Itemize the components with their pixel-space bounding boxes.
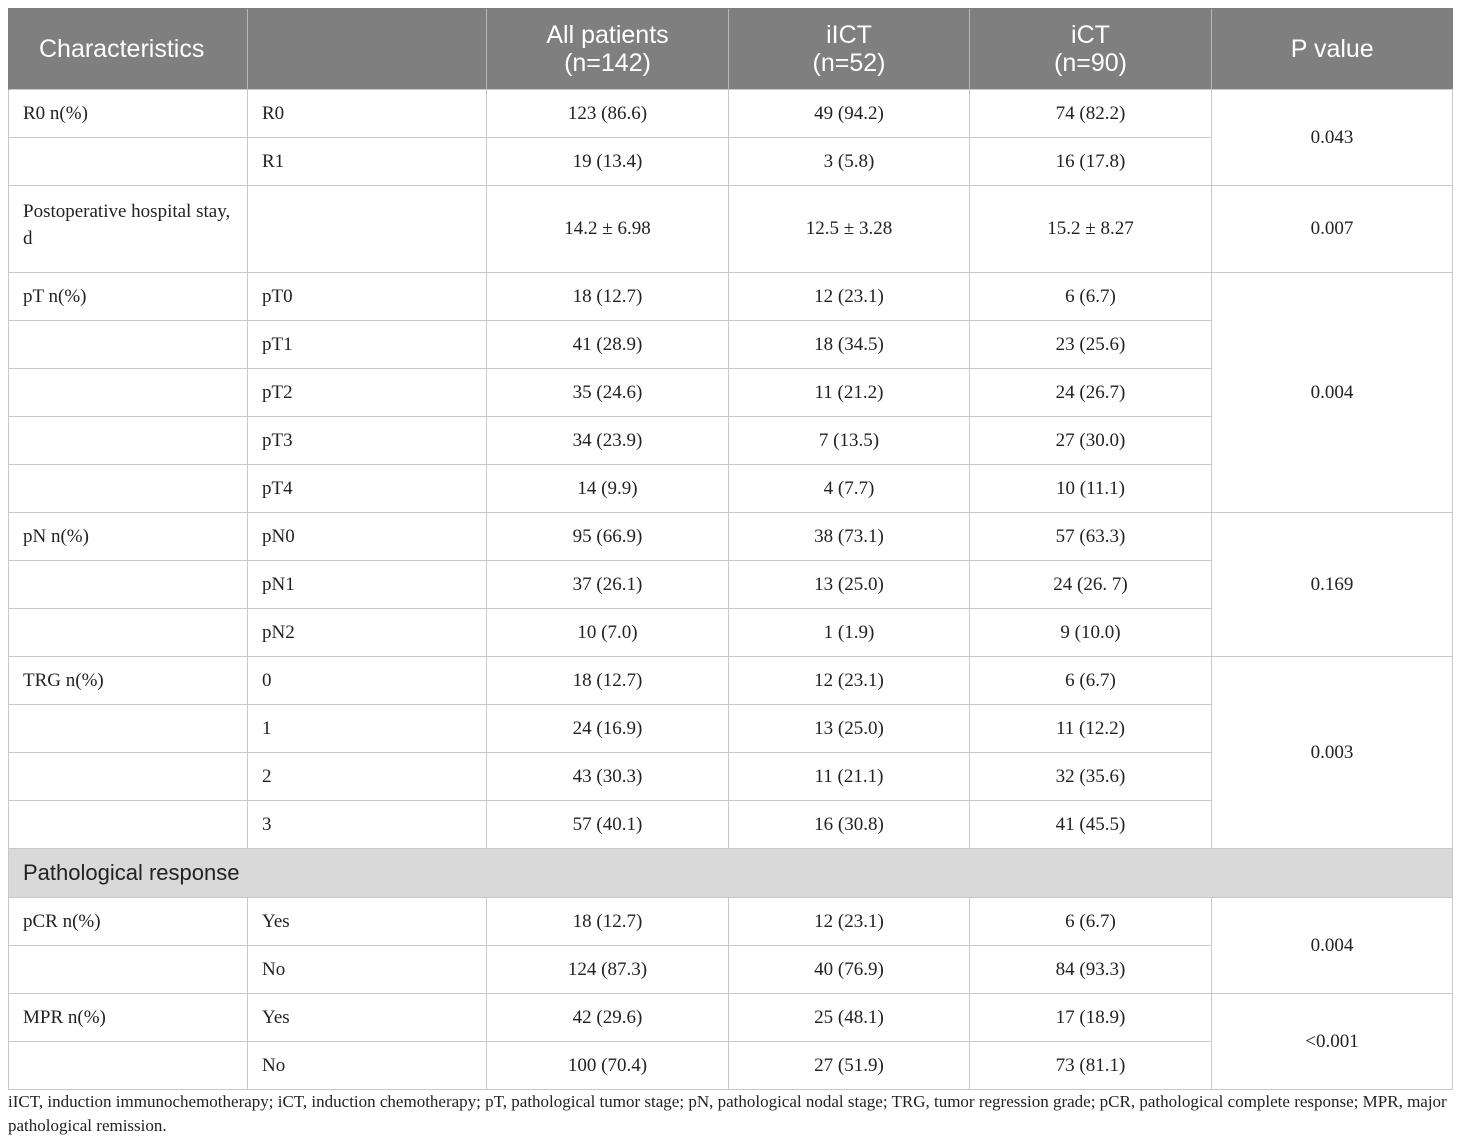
row-group-label: MPR n(%) — [9, 994, 248, 1042]
section-title: Pathological response — [9, 849, 1453, 898]
header-subcategory — [248, 9, 487, 90]
cell-iict: 12 (23.1) — [729, 657, 970, 705]
cell-iict: 3 (5.8) — [729, 138, 970, 186]
header-line2: (n=142) — [564, 49, 651, 77]
cell-p-value: 0.043 — [1212, 90, 1453, 186]
cell-p-value: <0.001 — [1212, 994, 1453, 1090]
cell-ict: 84 (93.3) — [970, 946, 1212, 994]
cell-iict: 38 (73.1) — [729, 513, 970, 561]
row-group-label: Postoperative hospital stay, d — [9, 186, 248, 273]
row-group-label: R0 n(%) — [9, 90, 248, 138]
row-subcategory: Yes — [248, 898, 487, 946]
cell-all-patients: 18 (12.7) — [487, 898, 729, 946]
row-subcategory: 0 — [248, 657, 487, 705]
header-all-patients — [487, 9, 729, 90]
row-group-label-empty — [9, 321, 248, 369]
row-group-label: pN n(%) — [9, 513, 248, 561]
row-subcategory: pT0 — [248, 273, 487, 321]
row-subcategory: pN2 — [248, 609, 487, 657]
cell-ict: 32 (35.6) — [970, 753, 1212, 801]
row-group-label: pCR n(%) — [9, 898, 248, 946]
cell-all-patients: 41 (28.9) — [487, 321, 729, 369]
row-group-label-empty — [9, 369, 248, 417]
table-footnote: iICT, induction immunochemotherapy; iCT, induction chemotherapy; pT, pathological tumor stage; pN, pathological nodal stage; TRG, tumor regression grade; pCR, pathological complete response; MPR, major pathological remission. — [8, 1092, 1447, 1135]
header-line2: (n=52) — [812, 49, 886, 77]
table-row — [9, 898, 1453, 946]
cell-all-patients: 123 (86.6) — [487, 90, 729, 138]
row-group-label: TRG n(%) — [9, 657, 248, 705]
cell-iict: 4 (7.7) — [729, 465, 970, 513]
cell-all-patients: 24 (16.9) — [487, 705, 729, 753]
row-subcategory: R0 — [248, 90, 487, 138]
cell-all-patients: 35 (24.6) — [487, 369, 729, 417]
cell-all-patients: 124 (87.3) — [487, 946, 729, 994]
row-group-label-empty — [9, 465, 248, 513]
header-line1: iICT — [826, 21, 872, 49]
row-subcategory: 3 — [248, 801, 487, 849]
cell-iict: 1 (1.9) — [729, 609, 970, 657]
cell-all-patients: 42 (29.6) — [487, 994, 729, 1042]
cell-iict: 13 (25.0) — [729, 705, 970, 753]
cell-all-patients: 10 (7.0) — [487, 609, 729, 657]
table-row — [9, 90, 1453, 138]
cell-ict: 16 (17.8) — [970, 138, 1212, 186]
cell-ict: 24 (26. 7) — [970, 561, 1212, 609]
cell-p-value: 0.004 — [1212, 898, 1453, 994]
cell-all-patients: 19 (13.4) — [487, 138, 729, 186]
header-line1: P value — [1290, 35, 1374, 63]
table-row — [9, 994, 1453, 1042]
cell-iict: 12.5 ± 3.28 — [729, 186, 970, 273]
cell-all-patients: 37 (26.1) — [487, 561, 729, 609]
cell-all-patients: 57 (40.1) — [487, 801, 729, 849]
header-line2: (n=90) — [1054, 49, 1127, 77]
row-group-label-empty — [9, 417, 248, 465]
row-group-label-empty — [9, 705, 248, 753]
cell-ict: 73 (81.1) — [970, 1042, 1212, 1090]
cell-iict: 13 (25.0) — [729, 561, 970, 609]
header-line1: All patients — [546, 21, 669, 49]
cell-ict: 9 (10.0) — [970, 609, 1212, 657]
cell-iict: 12 (23.1) — [729, 898, 970, 946]
row-group-label: pT n(%) — [9, 273, 248, 321]
cell-all-patients: 95 (66.9) — [487, 513, 729, 561]
cell-all-patients: 14.2 ± 6.98 — [487, 186, 729, 273]
results-table — [8, 8, 1453, 1090]
row-group-label-empty — [9, 946, 248, 994]
cell-all-patients: 34 (23.9) — [487, 417, 729, 465]
cell-iict: 16 (30.8) — [729, 801, 970, 849]
row-subcategory: pN1 — [248, 561, 487, 609]
cell-all-patients: 43 (30.3) — [487, 753, 729, 801]
row-group-label-empty — [9, 801, 248, 849]
cell-iict: 40 (76.9) — [729, 946, 970, 994]
cell-p-value: 0.004 — [1212, 273, 1453, 513]
cell-ict: 27 (30.0) — [970, 417, 1212, 465]
row-group-label-empty — [9, 753, 248, 801]
cell-ict: 41 (45.5) — [970, 801, 1212, 849]
cell-iict: 18 (34.5) — [729, 321, 970, 369]
cell-iict: 27 (51.9) — [729, 1042, 970, 1090]
cell-all-patients: 18 (12.7) — [487, 657, 729, 705]
cell-ict: 10 (11.1) — [970, 465, 1212, 513]
cell-p-value: 0.007 — [1212, 186, 1453, 273]
row-subcategory: pT4 — [248, 465, 487, 513]
cell-ict: 23 (25.6) — [970, 321, 1212, 369]
table-row — [9, 186, 1453, 273]
header-p-value — [1212, 9, 1453, 90]
row-subcategory: No — [248, 946, 487, 994]
cell-ict: 6 (6.7) — [970, 273, 1212, 321]
cell-iict: 49 (94.2) — [729, 90, 970, 138]
row-group-label-empty — [9, 609, 248, 657]
cell-ict: 6 (6.7) — [970, 657, 1212, 705]
cell-iict: 7 (13.5) — [729, 417, 970, 465]
row-subcategory: Yes — [248, 994, 487, 1042]
cell-p-value: 0.003 — [1212, 657, 1453, 849]
cell-ict: 11 (12.2) — [970, 705, 1212, 753]
table-header-row — [9, 9, 1453, 90]
header-iict — [729, 9, 970, 90]
cell-ict: 15.2 ± 8.27 — [970, 186, 1212, 273]
section-row — [9, 849, 1453, 898]
row-subcategory: R1 — [248, 138, 487, 186]
header-ict — [970, 9, 1212, 90]
row-subcategory: 2 — [248, 753, 487, 801]
table-row — [9, 513, 1453, 561]
row-subcategory: pN0 — [248, 513, 487, 561]
table-row — [9, 657, 1453, 705]
row-subcategory: pT3 — [248, 417, 487, 465]
header-line1: Characteristics — [39, 35, 205, 63]
row-group-label-empty — [9, 138, 248, 186]
row-subcategory: pT2 — [248, 369, 487, 417]
row-subcategory: pT1 — [248, 321, 487, 369]
table-body — [9, 90, 1453, 1090]
cell-all-patients: 18 (12.7) — [487, 273, 729, 321]
cell-ict: 17 (18.9) — [970, 994, 1212, 1042]
cell-ict: 24 (26.7) — [970, 369, 1212, 417]
cell-iict: 25 (48.1) — [729, 994, 970, 1042]
row-group-label-empty — [9, 1042, 248, 1090]
cell-iict: 11 (21.2) — [729, 369, 970, 417]
cell-ict: 6 (6.7) — [970, 898, 1212, 946]
cell-iict: 11 (21.1) — [729, 753, 970, 801]
row-group-label-empty — [9, 561, 248, 609]
cell-all-patients: 100 (70.4) — [487, 1042, 729, 1090]
cell-ict: 57 (63.3) — [970, 513, 1212, 561]
header-line1: iCT — [1071, 21, 1110, 49]
row-subcategory — [248, 186, 487, 273]
cell-p-value: 0.169 — [1212, 513, 1453, 657]
cell-all-patients: 14 (9.9) — [487, 465, 729, 513]
row-subcategory: No — [248, 1042, 487, 1090]
table-row — [9, 273, 1453, 321]
cell-ict: 74 (82.2) — [970, 90, 1212, 138]
header-characteristics — [9, 9, 248, 90]
cell-iict: 12 (23.1) — [729, 273, 970, 321]
row-subcategory: 1 — [248, 705, 487, 753]
